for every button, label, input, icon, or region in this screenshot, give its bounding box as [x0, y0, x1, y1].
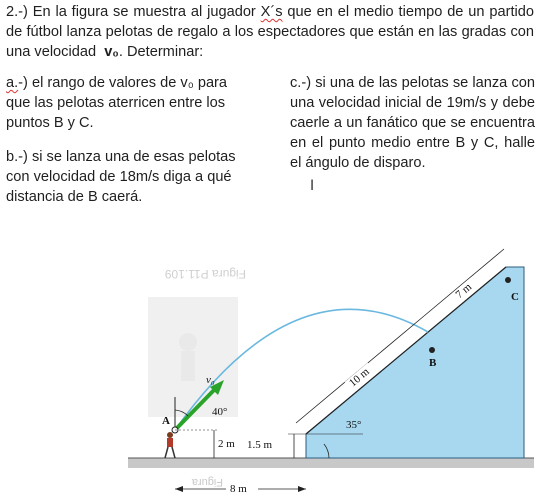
dim-8m-arrow-right-icon — [298, 486, 306, 492]
intro-text-2: que en el medio tiempo de un partido de fútbol lanza pelotas de regalo a los espectadores que están en las gradas con una velocidad — [6, 4, 534, 60]
question-c: c.-) si una de las pelotas se lanza con una velocidad inicial de 19m/s y debe caerle a un fanático que se encuentra en el punto medio entre B y C, halle el ángulo de disparo. — [290, 75, 535, 171]
player-name: X´s — [260, 4, 283, 20]
label-dist-ramp-upper: 7 m — [453, 281, 475, 302]
figure-diagram — [128, 247, 534, 494]
text-cursor-icon: I — [310, 178, 315, 194]
label-height-wall: 1.5 m — [247, 439, 273, 451]
problem-intro — [6, 2, 534, 62]
point-C-marker — [505, 277, 511, 283]
stands-ramp — [306, 267, 524, 458]
label-dist-ramp-lower: 10 m — [346, 365, 372, 390]
intro-text-3: . Determinar: — [118, 44, 204, 60]
label-height-player: 2 m — [218, 438, 235, 450]
label-launch-angle: 40° — [212, 406, 228, 418]
question-a-text: -) el rango de valores de v₀ para que las pelotas aterricen entre los puntos B y C. — [6, 75, 228, 131]
player-icon — [165, 432, 175, 458]
question-a-marker: a. — [6, 75, 19, 91]
bg-photo-silhouettes — [148, 297, 238, 417]
point-B-marker — [429, 347, 435, 353]
intro-text-1: 2.-) En la figura se muestra al jugador — [6, 4, 261, 20]
label-A: A — [162, 415, 170, 427]
velocity-symbol: v₀ — [104, 44, 119, 60]
question-b: b.-) si se lanza una de esas pelotas con velocidad de 18m/s diga a qué distancia de B caerá. — [6, 149, 236, 205]
label-C: C — [511, 291, 519, 303]
label-v0: v₀ — [206, 374, 215, 386]
bg-text-bottom: Figura — [191, 476, 223, 488]
ground — [128, 458, 534, 468]
problem-figure — [128, 247, 534, 494]
question-a — [6, 73, 252, 133]
label-dist-horizontal: 8 m — [230, 483, 247, 494]
bg-text-top: Figura P11.109 — [164, 267, 246, 281]
label-ramp-angle: 35° — [346, 419, 362, 431]
dim-8m-arrow-left-icon — [175, 486, 183, 492]
label-B: B — [429, 357, 437, 369]
